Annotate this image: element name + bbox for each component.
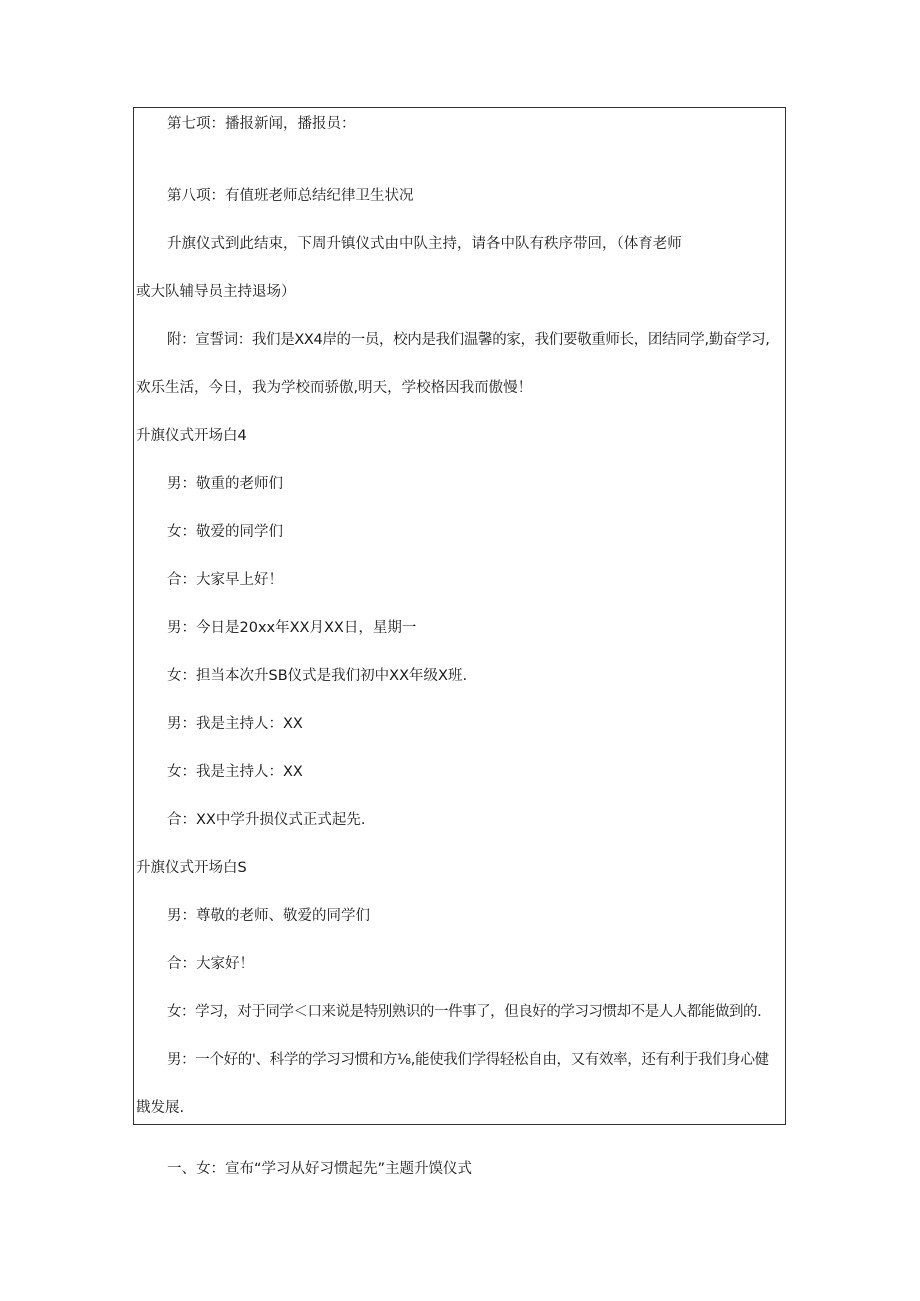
text-line: 女：我是主持人：XX	[167, 764, 303, 780]
text-line: 升旗仪式到此结束，下周升镇仪式由中队主持，请各中队有秩序带回，（体育老师	[167, 236, 682, 252]
text-line: 女：学习，对于同学＜口来说是特别熟识的一件事了，但良好的学习习惯却不是人人都能做到的.	[167, 1004, 762, 1020]
text-line: 一、女：宣布“学习从好习惯起先”主题升馍仪式	[167, 1161, 473, 1177]
section-heading: 升旗仪式开场白4	[136, 428, 247, 444]
text-line: 附：宣誓词：我们是XX4岸的一员，校内是我们温馨的家，我们要敬重师长，团结同学,勤奋学习,	[167, 332, 770, 348]
text-line: 女：担当本次升SB仪式是我们初中XX年级X班.	[167, 668, 468, 684]
text-line: 合：XX中学升损仪式正式起先.	[167, 812, 366, 828]
text-line: 第七项：播报新闻，播报员：	[167, 116, 356, 132]
text-line: 男：敬重的老师们	[167, 476, 283, 492]
text-line: 第八项：有值班老师总结纪律卫生状况	[167, 188, 414, 204]
text-line: 男：我是主持人：XX	[167, 716, 303, 732]
text-line: 男：一个好的'、科学的学习习惯和方⅛,能使我们学得轻松自由，又有效率，还有利于我们身心健	[167, 1052, 769, 1068]
text-line: 男：尊敬的老师、敬爱的同学们	[167, 908, 370, 924]
text-line: 欢乐生活，今日，我为学校而骄傲,明天，学校格因我而傲慢！	[136, 380, 533, 396]
text-line: 戡发展.	[136, 1100, 185, 1116]
text-line: 合：大家早上好！	[167, 572, 283, 588]
text-line: 或大队辅导员主持退场）	[136, 284, 296, 300]
text-line: 合：大家好！	[167, 956, 254, 972]
section-heading: 升旗仪式开场白S	[136, 860, 247, 876]
text-line: 女：敬爱的同学们	[167, 524, 283, 540]
text-line: 男：今日是20xx年XX月XX日，星期一	[167, 620, 417, 636]
